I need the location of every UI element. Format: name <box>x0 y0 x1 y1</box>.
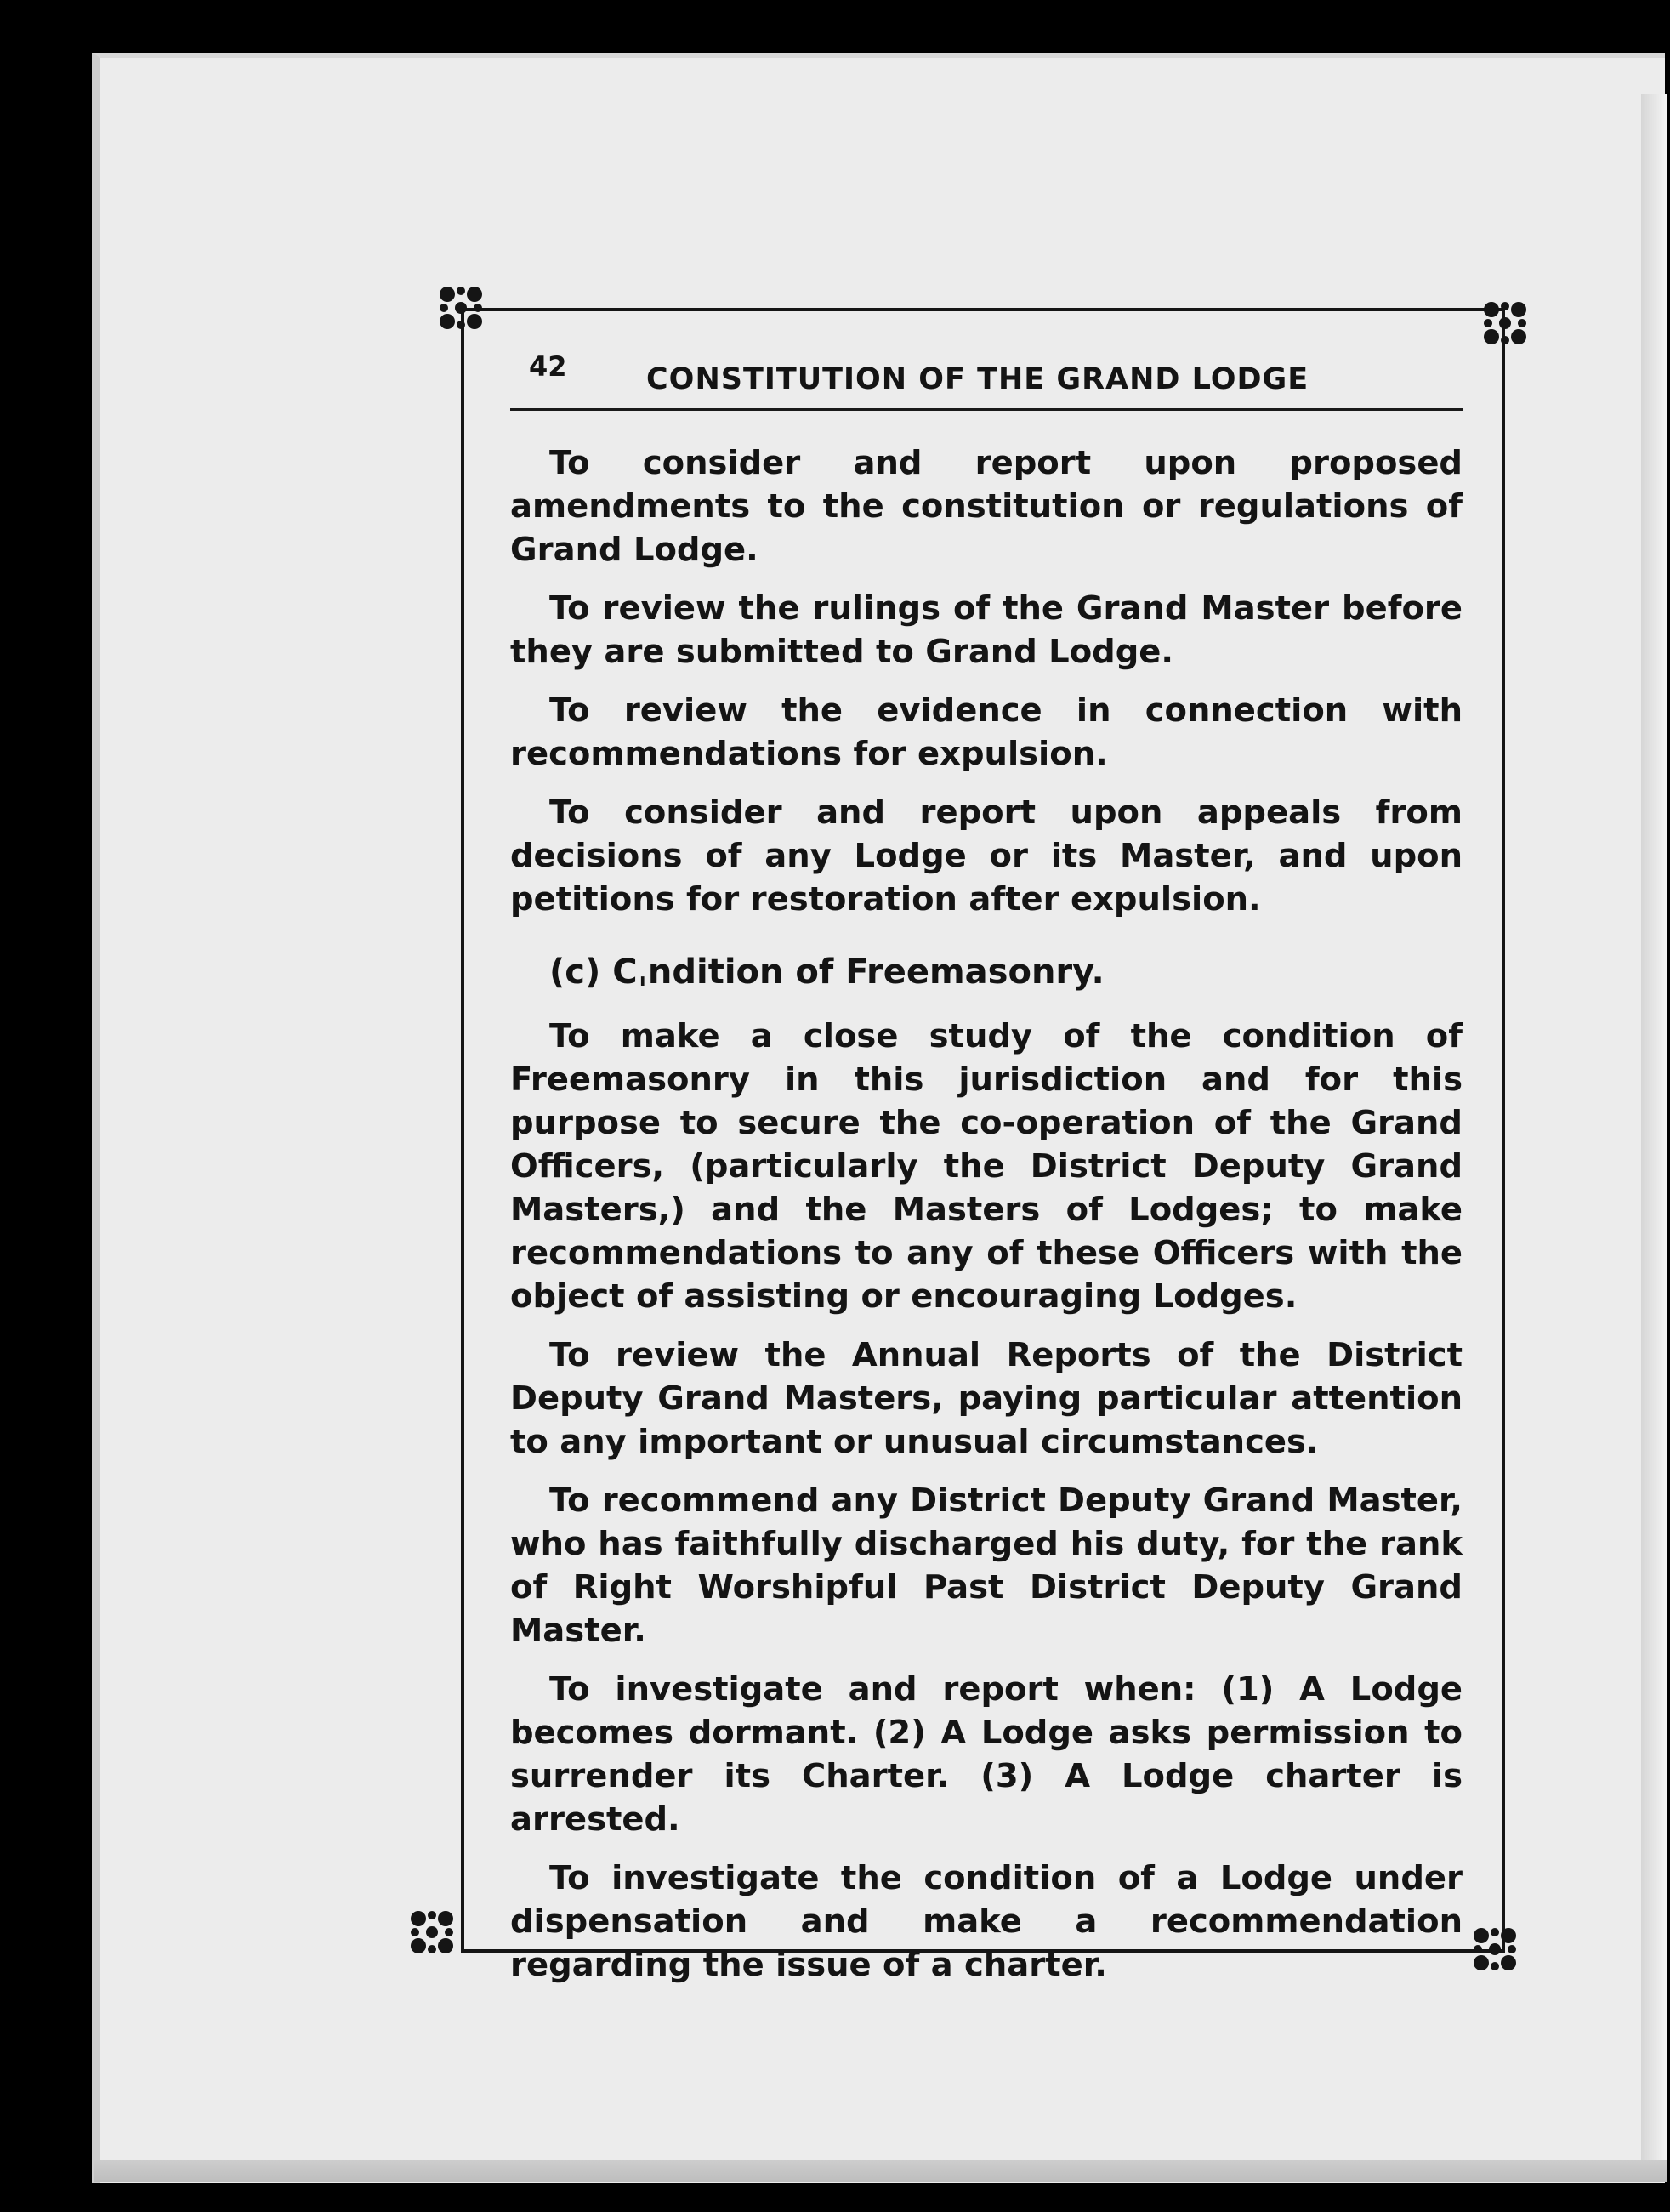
paragraph: To consider and report upon proposed amendments to the constitution or regulations of Grand Lodge. <box>510 444 1463 569</box>
page-edge-bottom <box>94 2160 1667 2182</box>
paragraph: To review the evidence in connection with recommendations for expulsion. <box>510 691 1463 773</box>
running-head-title: CONSTITUTION OF THE GRAND LODGE <box>646 362 1309 396</box>
floral-ornament-icon <box>435 282 486 333</box>
paragraph: To consider and report upon appeals from decisions of any Lodge or its Master, and upon petitions for restoration after expulsion. <box>510 793 1463 918</box>
section-heading <box>549 950 1463 994</box>
section-title: Cˌndition of Freemasonry. <box>612 952 1105 992</box>
paragraph: To investigate the condition of a Lodge under dispensation and make a recommendation regarding the issue of a charter. <box>510 1859 1463 1984</box>
paragraph: To review the Annual Reports of the District Deputy Grand Masters, paying particular attention to any important or unusual circumstances. <box>510 1336 1463 1461</box>
paragraph: To make a close study of the condition of Freemasonry in this jurisdiction and for this purpose to secure the co-operation of the Grand Officers, (particularly the District Deputy Grand Masters,) and the Masters of Lodges; to make recommendations to any of these Officers with the object of assisting or encouraging Lodges. <box>510 1017 1463 1316</box>
floral-ornament-icon <box>1469 1924 1520 1975</box>
floral-ornament-icon <box>1480 298 1531 349</box>
paragraph: To recommend any District Deputy Grand Master, who has faithfully discharged his duty, for the rank of Right Worshipful Past District Deputy Grand Master. <box>510 1481 1463 1650</box>
running-head <box>510 323 1463 411</box>
section-marker: (c) <box>549 952 601 992</box>
paragraph: To investigate and report when: (1) A Lodge becomes dormant. (2) A Lodge asks permission to surrender its Charter. (3) A Lodge charter is arrested. <box>510 1670 1463 1839</box>
page-edge <box>1641 94 1667 2169</box>
paragraph: To review the rulings of the Grand Master before they are submitted to Grand Lodge. <box>510 589 1463 671</box>
page-content <box>510 323 1463 2002</box>
page-number: 42 <box>529 350 567 383</box>
floral-ornament-icon <box>406 1907 457 1958</box>
